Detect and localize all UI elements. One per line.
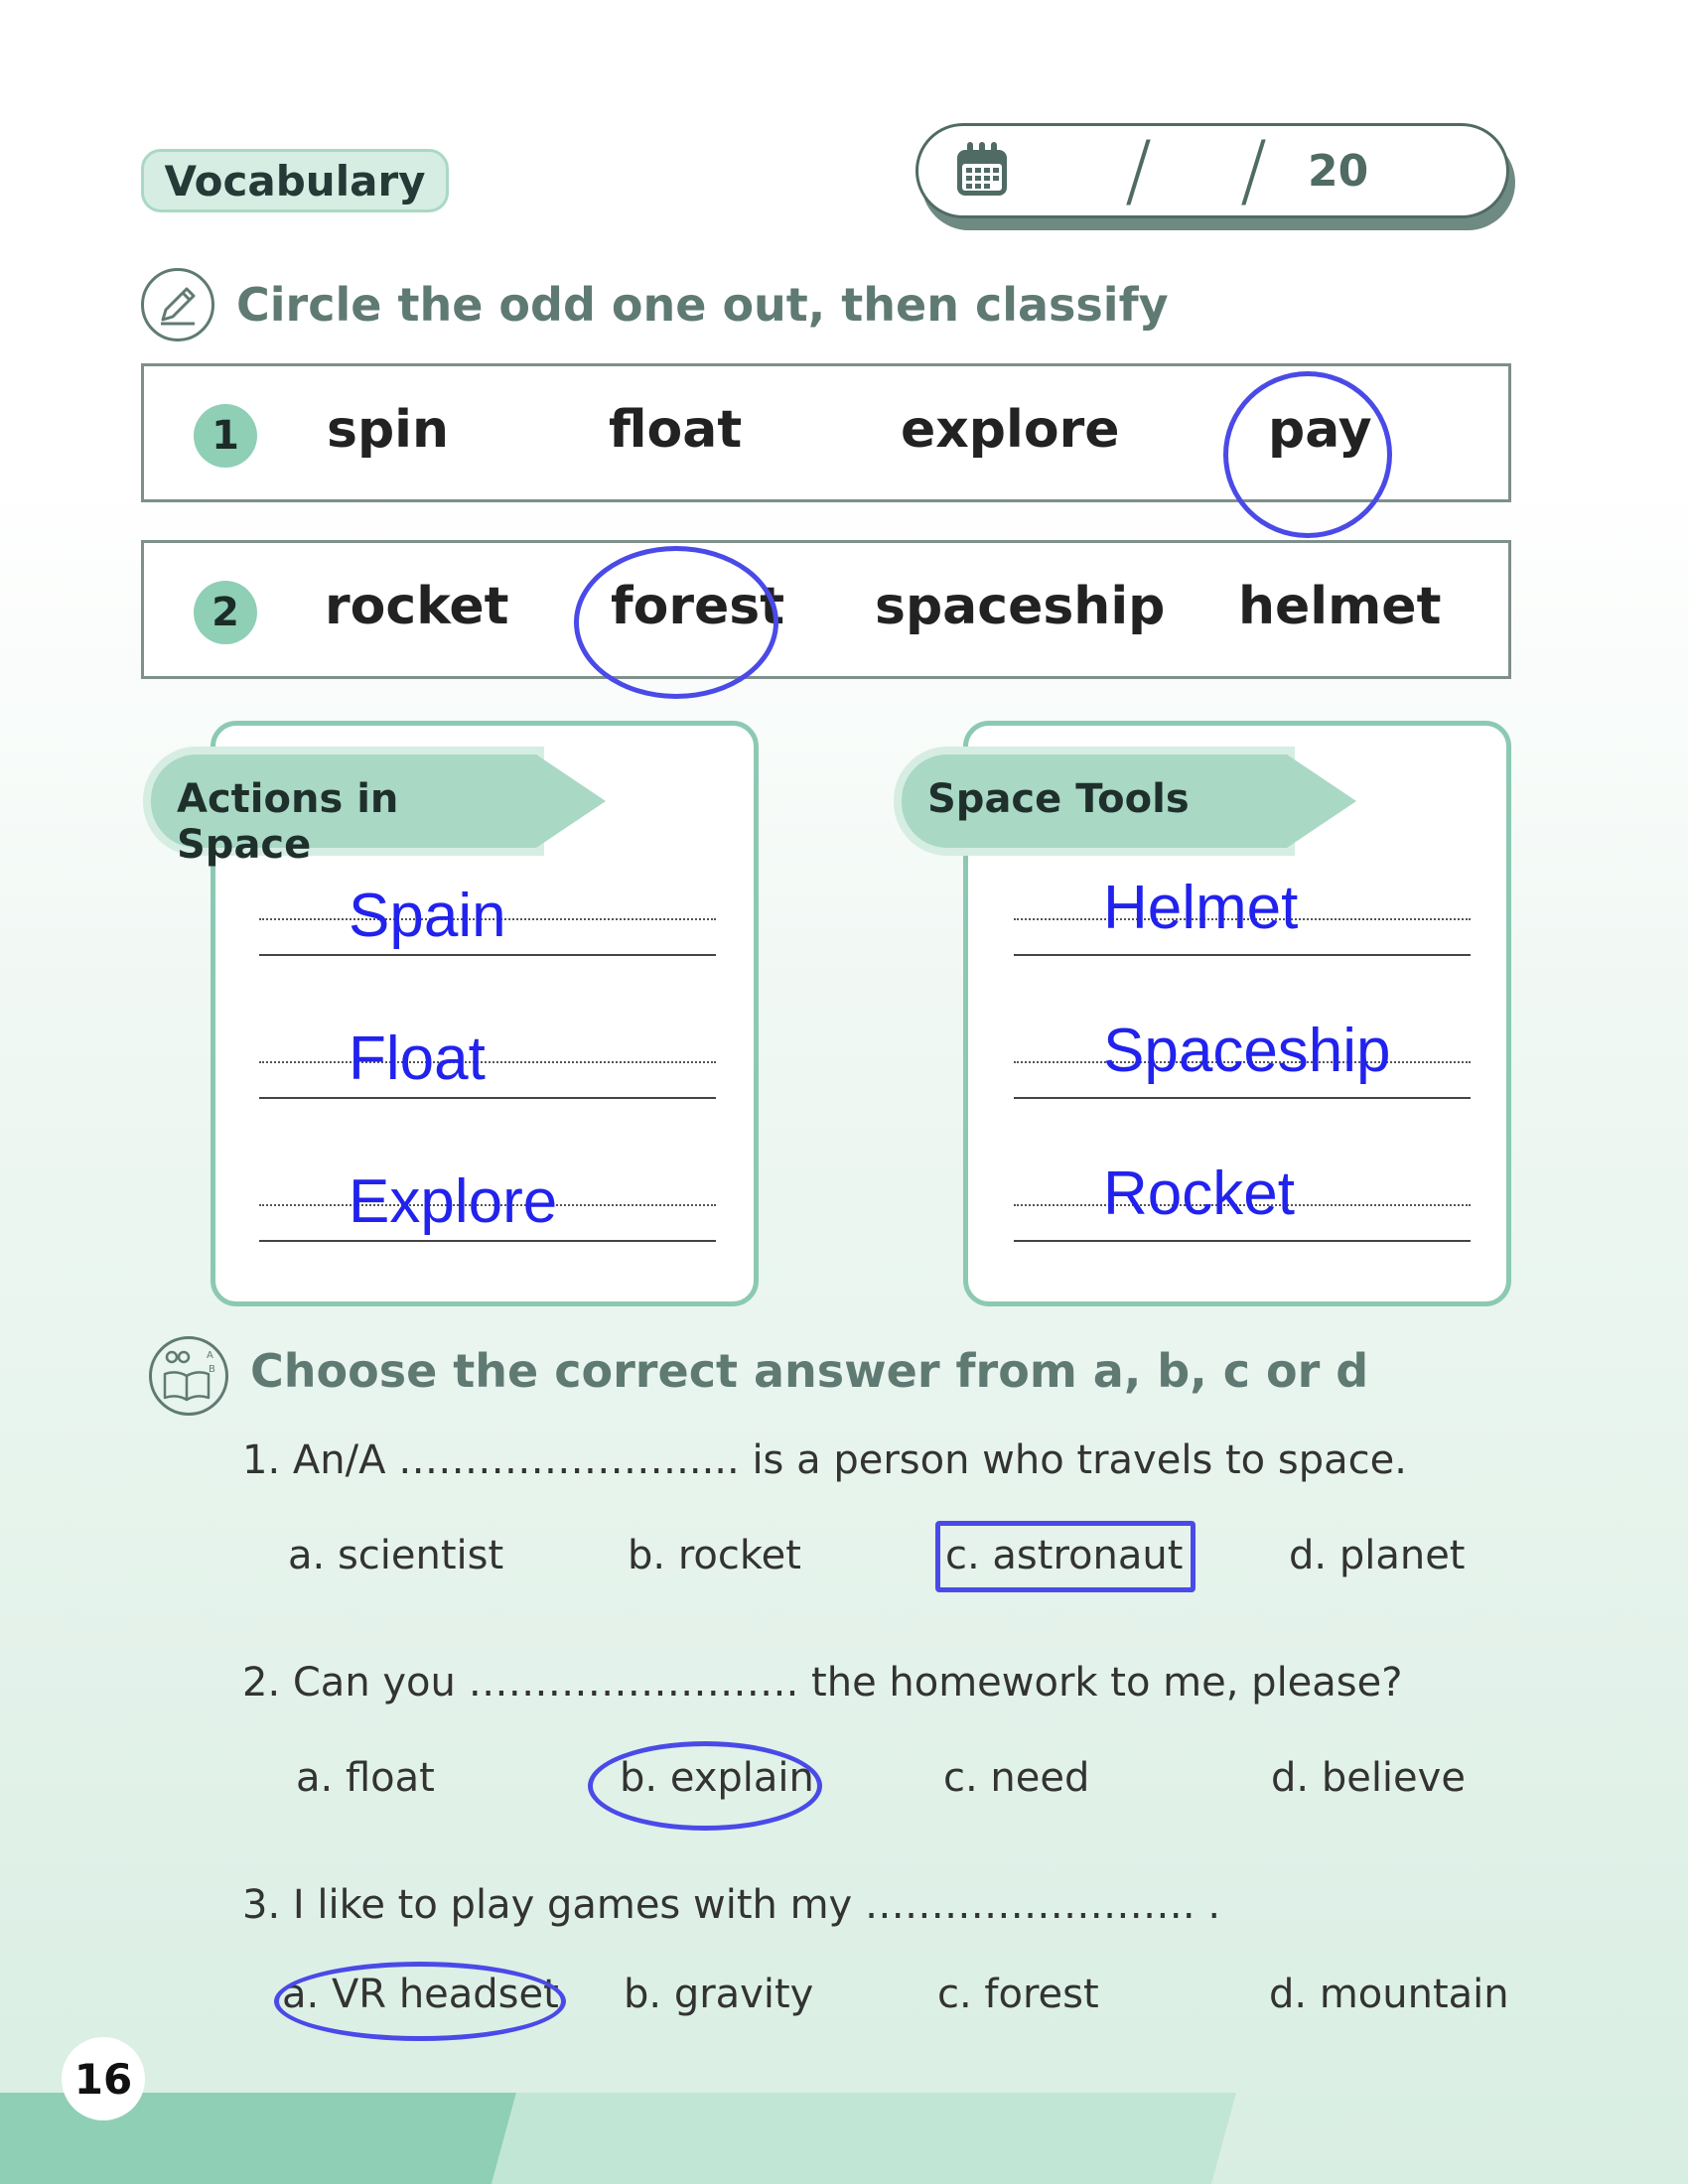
date-separator: /: [1125, 124, 1152, 216]
pencil-icon: [141, 268, 214, 341]
answer-line[interactable]: [1014, 874, 1471, 990]
option-selected[interactable]: c. astronaut: [945, 1533, 1184, 1578]
word-option-circled[interactable]: forest: [611, 577, 785, 636]
word-row-2: [141, 540, 1511, 679]
option[interactable]: a. scientist: [288, 1533, 504, 1578]
section-label: Vocabulary: [141, 149, 449, 212]
option[interactable]: b. rocket: [628, 1533, 801, 1578]
reading-book-abc-icon: [149, 1336, 228, 1416]
handwritten-answer: Explore: [349, 1167, 558, 1236]
answer-box: [935, 1521, 1196, 1592]
answer-circle: [274, 1962, 566, 2041]
answer-line[interactable]: [259, 1024, 716, 1133]
task2-title: Choose the correct answer from a, b, c or d: [250, 1344, 1369, 1398]
svg-text:A: A: [207, 1350, 213, 1361]
handwritten-answer: Spain: [349, 882, 506, 950]
question-3: 3. I like to play games with my ……………………. .: [242, 1882, 1221, 1928]
word-option[interactable]: explore: [901, 400, 1120, 460]
row-number: 1: [194, 404, 257, 468]
calendar-icon: [954, 140, 1010, 200]
handwritten-answer: Spaceship: [1103, 1017, 1391, 1085]
tag-arrow: [1287, 754, 1356, 848]
page-number: 16: [62, 2037, 145, 2120]
option[interactable]: d. believe: [1271, 1755, 1466, 1801]
handwritten-answer: Helmet: [1103, 874, 1299, 942]
answer-circle: [1223, 371, 1392, 538]
group-tag-actions: [151, 754, 536, 868]
footer-band: [0, 2093, 1688, 2184]
answer-line[interactable]: [259, 882, 716, 990]
tag-arrow: [536, 754, 606, 848]
word-option[interactable]: rocket: [325, 577, 509, 636]
option[interactable]: d. mountain: [1269, 1972, 1509, 2017]
option[interactable]: c. need: [943, 1755, 1090, 1801]
option[interactable]: c. forest: [937, 1972, 1099, 2017]
answer-line[interactable]: [259, 1167, 716, 1276]
option[interactable]: b. gravity: [624, 1972, 814, 2017]
group-label: Space Tools: [927, 776, 1190, 822]
option-selected[interactable]: a. VR headset: [282, 1972, 559, 2017]
group-tag-tools: [902, 754, 1287, 848]
answer-circle: [574, 546, 778, 699]
task1-title: Circle the odd one out, then classify: [236, 278, 1169, 332]
date-year: 20: [1308, 146, 1369, 197]
handwritten-answer: Rocket: [1103, 1160, 1295, 1228]
word-option[interactable]: float: [609, 400, 743, 460]
handwritten-answer: Float: [349, 1024, 486, 1093]
answer-line[interactable]: [1014, 1160, 1471, 1276]
question-2: 2. Can you ……………………. the homework to me, please?: [242, 1660, 1403, 1706]
date-box[interactable]: [915, 123, 1509, 218]
word-option[interactable]: helmet: [1238, 577, 1442, 636]
word-option-circled[interactable]: pay: [1268, 400, 1372, 460]
answer-circle: [588, 1741, 822, 1831]
question-1: 1. An/A …………………..... is a person who travels to space.: [242, 1437, 1407, 1483]
option[interactable]: d. planet: [1289, 1533, 1466, 1578]
svg-text:B: B: [209, 1364, 215, 1375]
group-label: Actions in Space: [177, 776, 399, 868]
word-option[interactable]: spin: [327, 400, 450, 460]
answer-line[interactable]: [1014, 1017, 1471, 1133]
option[interactable]: a. float: [296, 1755, 435, 1801]
row-number: 2: [194, 581, 257, 644]
word-option[interactable]: spaceship: [875, 577, 1166, 636]
date-separator: /: [1240, 124, 1267, 216]
option-selected[interactable]: b. explain: [620, 1755, 814, 1801]
